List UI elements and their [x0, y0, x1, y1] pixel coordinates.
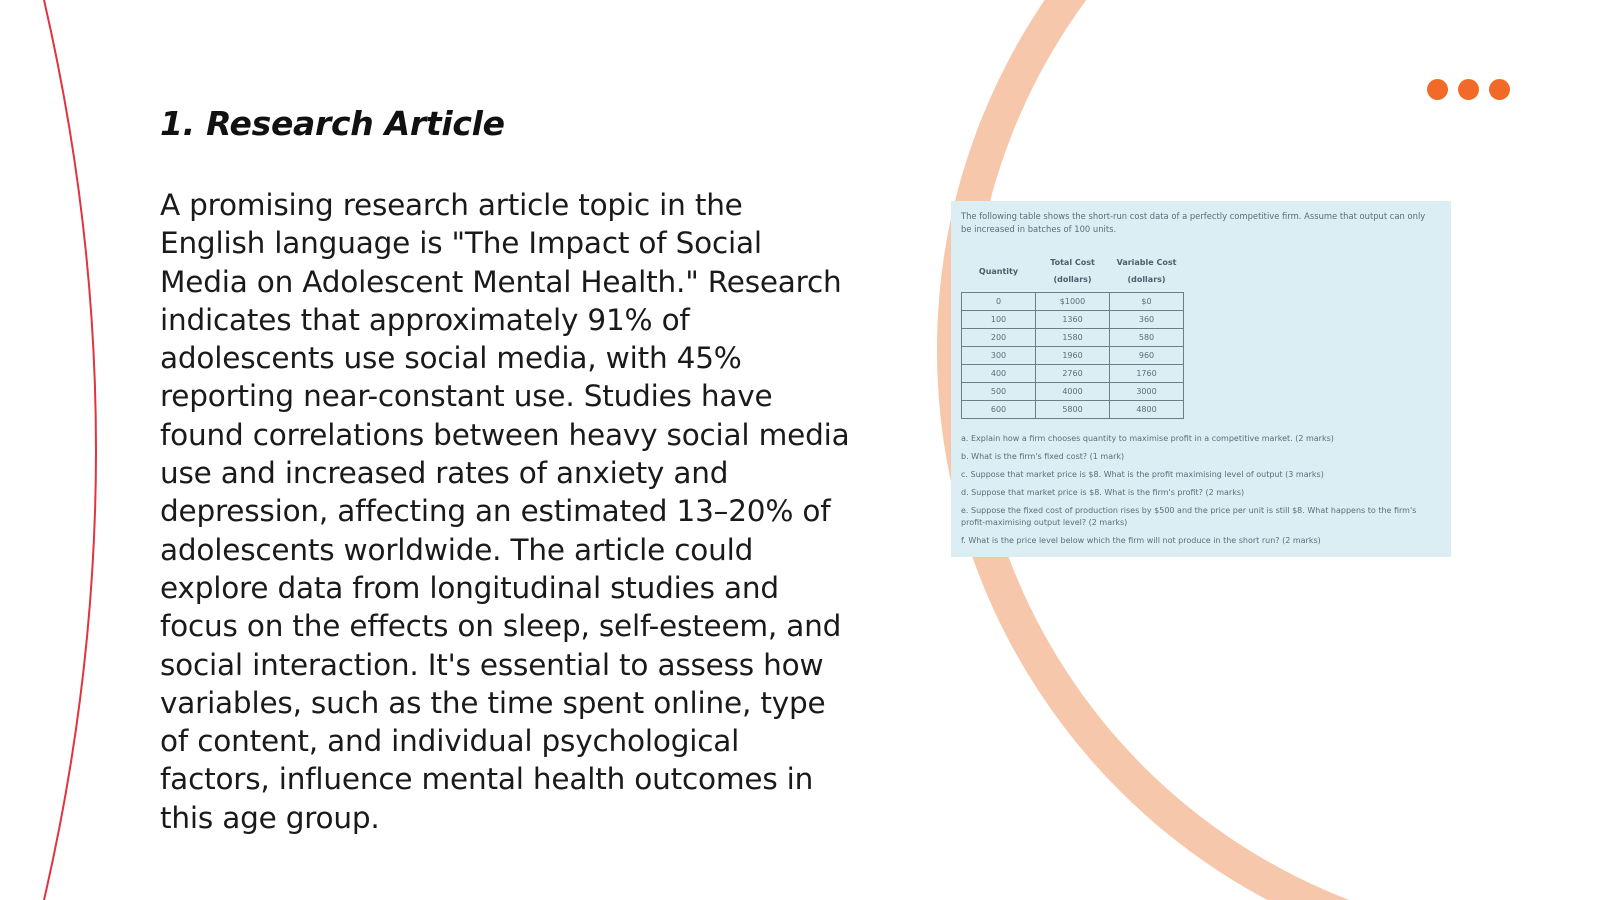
dot-icon	[1489, 79, 1510, 100]
column-header-total-cost: Total Cost (dollars)	[1050, 258, 1095, 284]
table-cell: 2760	[1036, 365, 1110, 383]
table-cell: 5800	[1036, 401, 1110, 419]
slide-body-text: A promising research article topic in the English language is "The Impact of Social Media on Adolescent Mental Health." Research indicates that approximately 91% of adolescents use social media, with 45% reporting near-constant use. Studies have found correlations between heavy social media use and increased rates of anxiety and depression, affecting an estimated 13–20% of adolescents worldwide. The article could explore data from longitudinal studies and focus on the effects on sleep, self-esteem, and social interaction. It's essential to assess how variables, such as the time spent online, type of content, and individual psychological factors, influence mental health outcomes in this age group.	[160, 188, 850, 835]
table-cell: 300	[962, 347, 1036, 365]
decorative-dots	[1427, 79, 1510, 100]
question-item: e. Suppose the fixed cost of production rises by $500 and the price per unit is still $8. What happens to the firm's profit-maximising output level? (2 marks)	[961, 506, 1417, 527]
table-cell: 200	[962, 329, 1036, 347]
table-cell: 360	[1110, 311, 1184, 329]
table-row	[962, 329, 1184, 347]
table-cell: $0	[1110, 293, 1184, 311]
question-item: c. Suppose that market price is $8. What is the profit maximising level of output (3 marks)	[961, 470, 1324, 479]
table-header-row	[962, 254, 1184, 293]
table-row	[962, 401, 1184, 419]
table-row	[962, 383, 1184, 401]
column-header-quantity: Quantity	[978, 266, 1019, 276]
left-side-curve	[44, 0, 96, 900]
worksheet-intro: The following table shows the short-run cost data of a perfectly competitive firm. Assume that output can only be increased in batches of 100 units.	[961, 211, 1426, 234]
dot-icon	[1458, 79, 1479, 100]
table-cell: 580	[1110, 329, 1184, 347]
table-cell: 400	[962, 365, 1036, 383]
table-cell: 3000	[1110, 383, 1184, 401]
question-item: b. What is the firm's fixed cost? (1 mark)	[961, 452, 1125, 461]
dot-icon	[1427, 79, 1448, 100]
table-row	[962, 347, 1184, 365]
table-cell: 500	[962, 383, 1036, 401]
question-item: f. What is the price level below which the firm will not produce in the short run? (2 marks)	[961, 536, 1321, 545]
slide-title: 1. Research Article	[160, 104, 505, 143]
table-cell: $1000	[1036, 293, 1110, 311]
cost-table	[961, 254, 1184, 419]
table-cell: 600	[962, 401, 1036, 419]
table-row	[962, 311, 1184, 329]
question-item: a. Explain how a firm chooses quantity to maximise profit in a competitive market. (2 marks)	[961, 434, 1334, 443]
table-cell: 1960	[1036, 347, 1110, 365]
table-cell: 1760	[1110, 365, 1184, 383]
table-cell: 100	[962, 311, 1036, 329]
table-cell: 1580	[1036, 329, 1110, 347]
table-row	[962, 365, 1184, 383]
table-row	[962, 293, 1184, 311]
table-cell: 4800	[1110, 401, 1184, 419]
table-cell: 1360	[1036, 311, 1110, 329]
worksheet-questions	[961, 433, 1441, 547]
table-cell: 960	[1110, 347, 1184, 365]
column-header-variable-cost: Variable Cost (dollars)	[1116, 258, 1177, 284]
worksheet-image	[951, 201, 1451, 557]
table-cell: 0	[962, 293, 1036, 311]
question-item: d. Suppose that market price is $8. What is the firm's profit? (2 marks)	[961, 488, 1245, 497]
table-cell: 4000	[1036, 383, 1110, 401]
